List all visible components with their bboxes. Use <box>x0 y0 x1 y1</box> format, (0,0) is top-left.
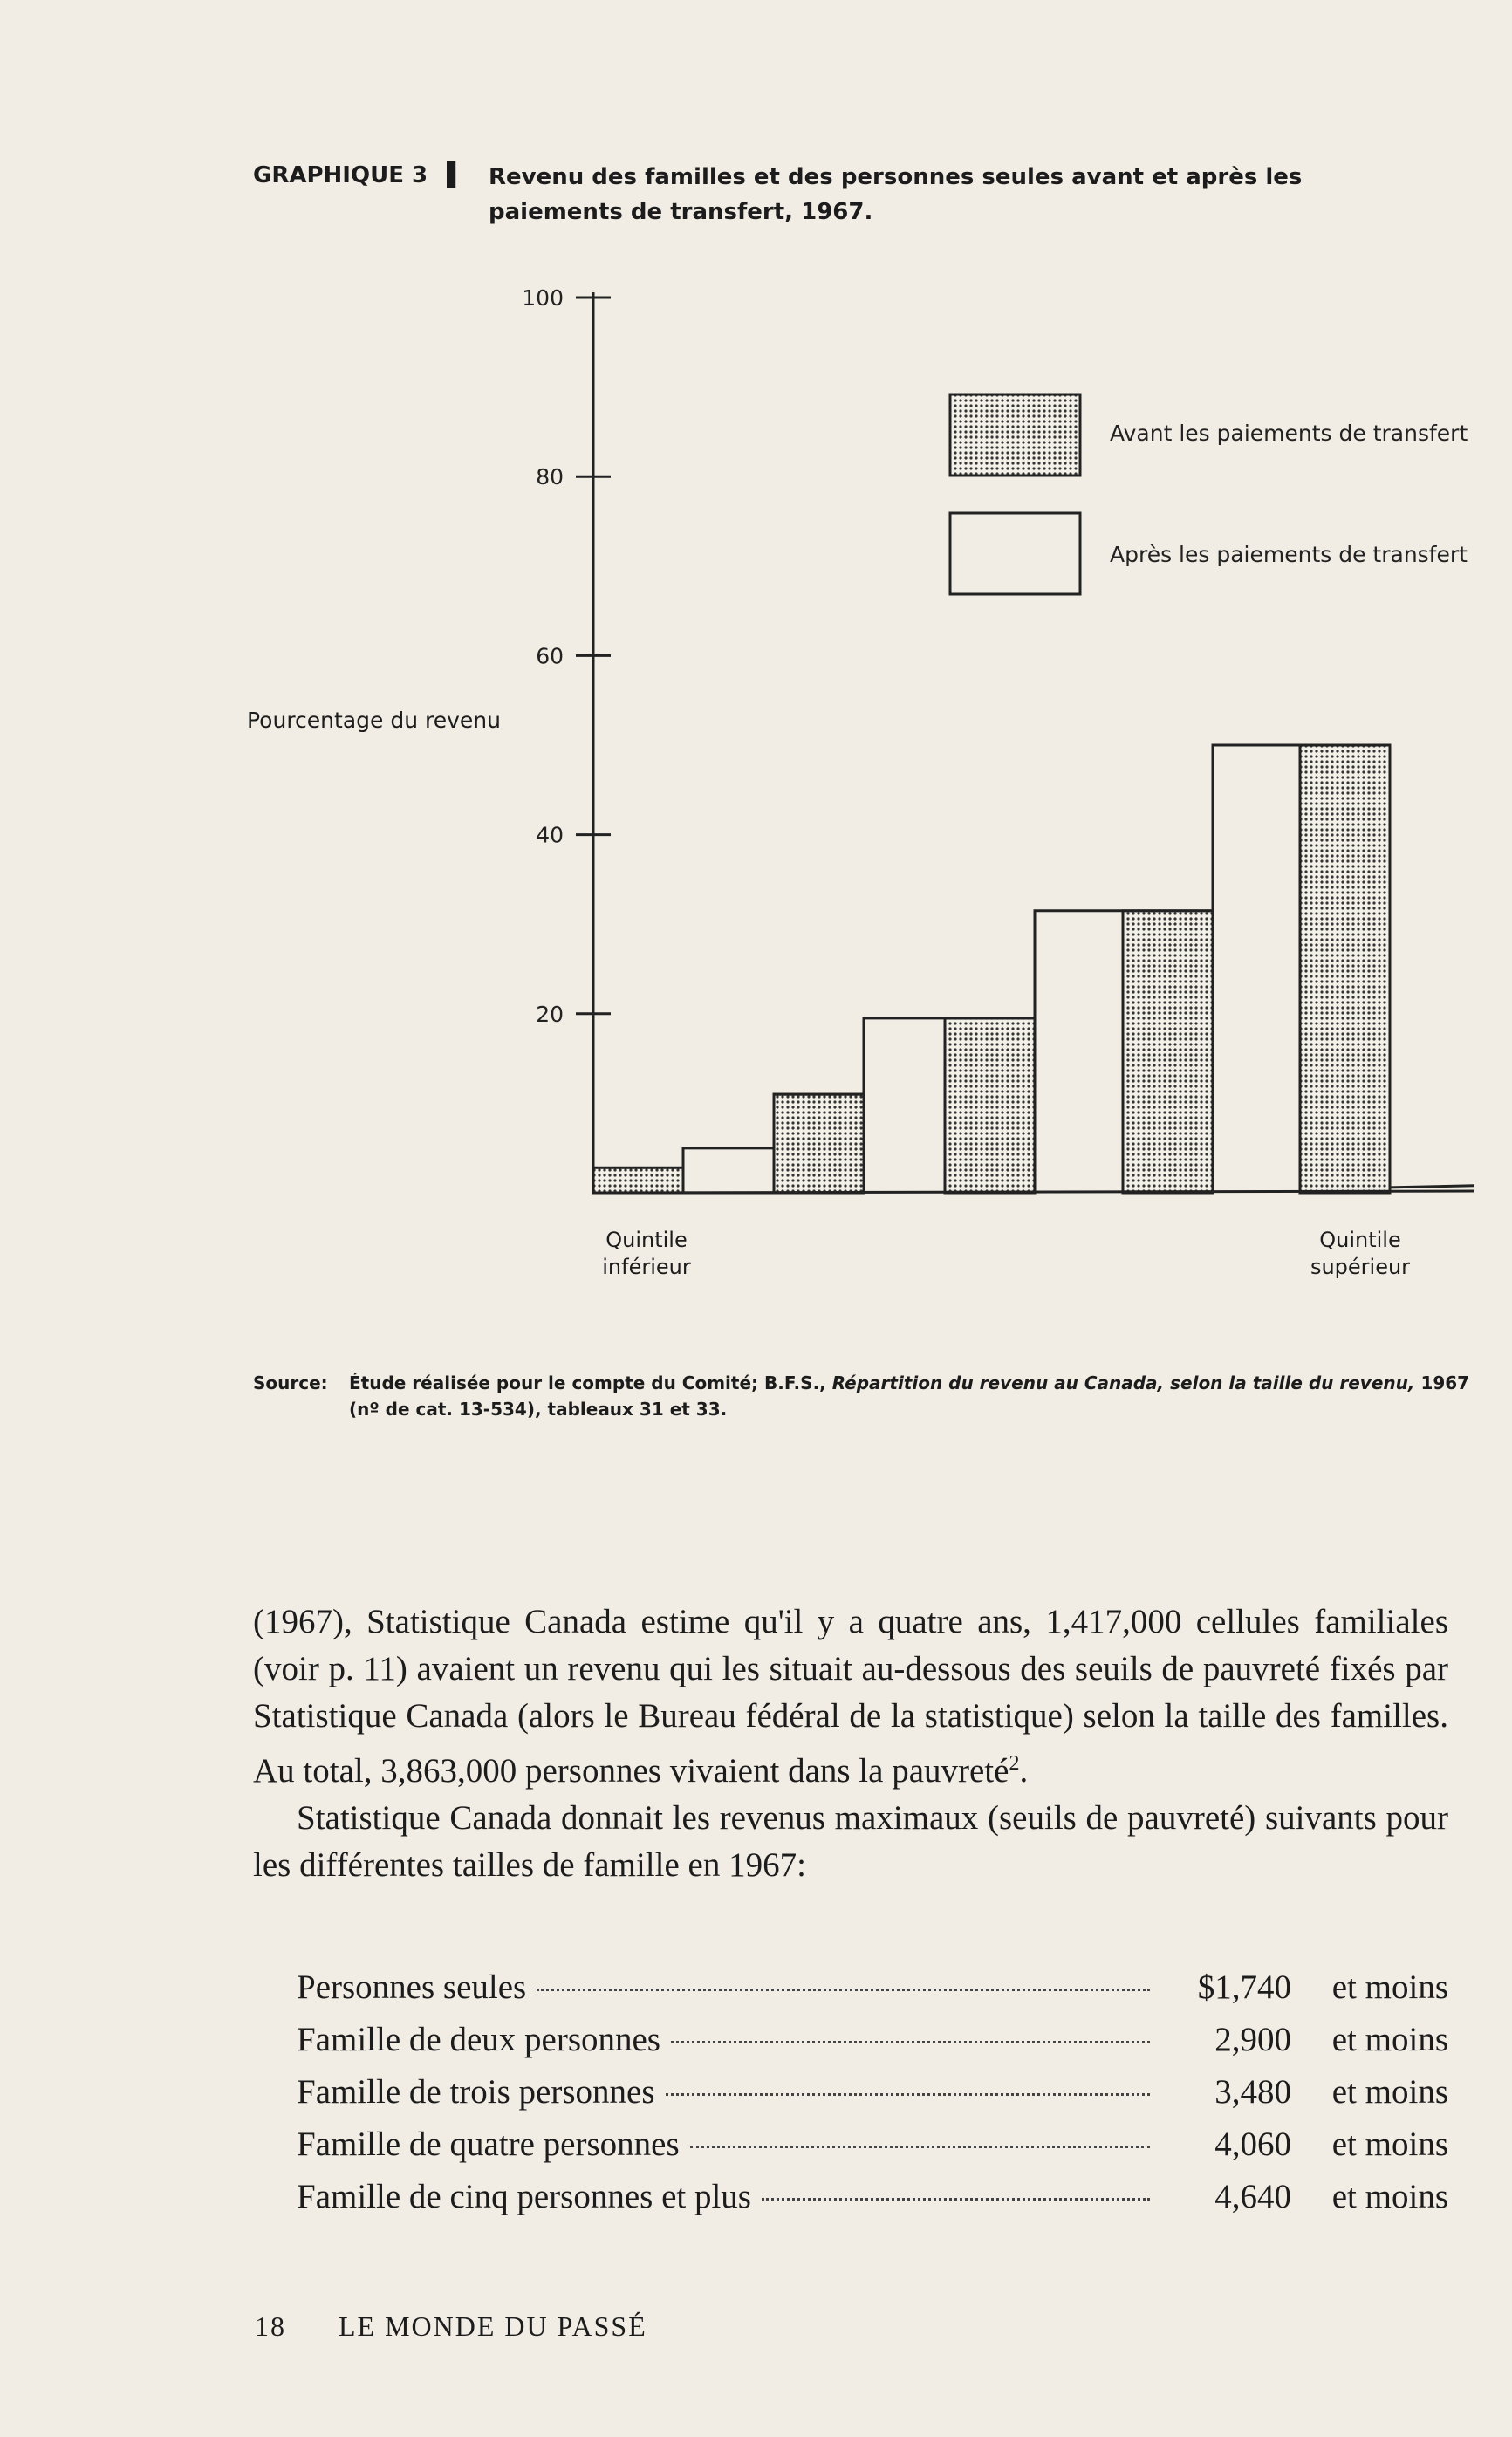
threshold-suffix: et moins <box>1331 1968 1448 2006</box>
threshold-value: 4,060 <box>1214 2126 1291 2163</box>
threshold-suffix: et moins <box>1331 2126 1448 2163</box>
threshold-value: $1,740 <box>1197 1968 1291 2006</box>
bar-before-transfer <box>945 1018 1035 1193</box>
threshold-label: Famille de cinq personnes et plus <box>297 2178 751 2215</box>
running-title: LE MONDE DU PASSÉ <box>339 2310 647 2342</box>
legend-label-after: Après les paiements de transfert <box>1110 542 1468 567</box>
source-line-2: (nº de cat. 13-534), tableaux 31 et 33. <box>349 1399 728 1420</box>
bar-before-transfer <box>774 1094 864 1193</box>
threshold-label: Famille de quatre personnes <box>297 2126 680 2163</box>
source-text-a: Étude réalisée pour le compte du Comité; B.F.S., <box>349 1373 826 1393</box>
dot-leader <box>762 2198 1150 2201</box>
source-line-1 <box>349 1370 1469 1396</box>
figure-label: GRAPHIQUE 3 <box>253 162 428 188</box>
legend-swatch-before <box>950 394 1080 476</box>
dot-leader <box>537 1989 1150 1991</box>
page-footer <box>255 2310 647 2343</box>
bar-before-transfer <box>1123 911 1213 1193</box>
threshold-value: 3,480 <box>1214 2073 1291 2111</box>
threshold-label: Famille de trois personnes <box>297 2073 655 2111</box>
threshold-value: 4,640 <box>1214 2178 1291 2215</box>
threshold-row <box>297 2072 1448 2125</box>
bar-after-transfer <box>683 1148 774 1193</box>
threshold-label: Famille de deux personnes <box>297 2021 660 2058</box>
y-tick-label: 40 <box>536 822 564 848</box>
dot-leader <box>671 2041 1150 2043</box>
bar-before-transfer <box>593 1167 683 1193</box>
footnote-ref: 2 <box>1009 1752 1020 1775</box>
x-label-upper-quintile: Quintile supérieur <box>1310 1228 1411 1279</box>
dot-leader <box>690 2146 1150 2148</box>
threshold-suffix: et moins <box>1331 2021 1448 2058</box>
paragraph-1 <box>253 1598 1448 1795</box>
figure-title: Revenu des familles et des personnes seules avant et après les paiements de transfert, 1967. <box>489 164 1303 225</box>
dot-leader <box>666 2093 1150 2096</box>
threshold-suffix: et moins <box>1331 2178 1448 2215</box>
source-lead: Source: <box>253 1373 328 1393</box>
figure-marker: ▐ <box>438 162 455 188</box>
threshold-row <box>297 2125 1448 2177</box>
threshold-row <box>297 2177 1448 2229</box>
legend-swatch-after <box>950 513 1080 594</box>
threshold-label: Personnes seules <box>297 1968 527 2006</box>
y-tick-label: 20 <box>536 1001 564 1027</box>
threshold-suffix: et moins <box>1331 2073 1448 2111</box>
body-text <box>253 1598 1448 1889</box>
x-label-lower-quintile: Quintile inférieur <box>602 1228 691 1279</box>
threshold-row <box>297 2020 1448 2072</box>
y-tick-label: 60 <box>536 643 564 669</box>
y-tick-label: 80 <box>536 464 564 490</box>
page-number: 18 <box>255 2310 286 2342</box>
poverty-threshold-list <box>297 1968 1448 2229</box>
paragraph-2: Statistique Canada donnait les revenus maximaux (seuils de pauvreté) suivants pour les différentes tailles de famille en 1967: <box>253 1799 1448 1884</box>
paragraph-1-end: . <box>1019 1752 1029 1790</box>
legend-label-before: Avant les paiements de transfert <box>1110 421 1468 446</box>
y-axis-label: Pourcentage du revenu <box>247 708 501 733</box>
y-tick-label: 100 <box>522 285 564 311</box>
x-axis-baseline <box>593 1191 1474 1193</box>
threshold-row <box>297 1968 1448 2020</box>
paragraph-1-text: (1967), Statistique Canada estime qu'il y a quatre ans, 1,417,000 cellules familiales (voir p. 11) avaient un revenu qui les situait au-dessous des seuils de pauvreté fixés par Statistique Canada (alors le Bureau fédéral de la statistique) selon la taille des familles. Au total, 3,863,000 personnes vivaient dans la pauvreté <box>253 1603 1448 1790</box>
source-publication: Répartition du revenu au Canada, selon la taille du revenu, <box>831 1373 1415 1393</box>
bar-before-transfer <box>1300 745 1390 1193</box>
threshold-value: 2,900 <box>1214 2021 1291 2058</box>
source-year: 1967 <box>1420 1373 1470 1393</box>
